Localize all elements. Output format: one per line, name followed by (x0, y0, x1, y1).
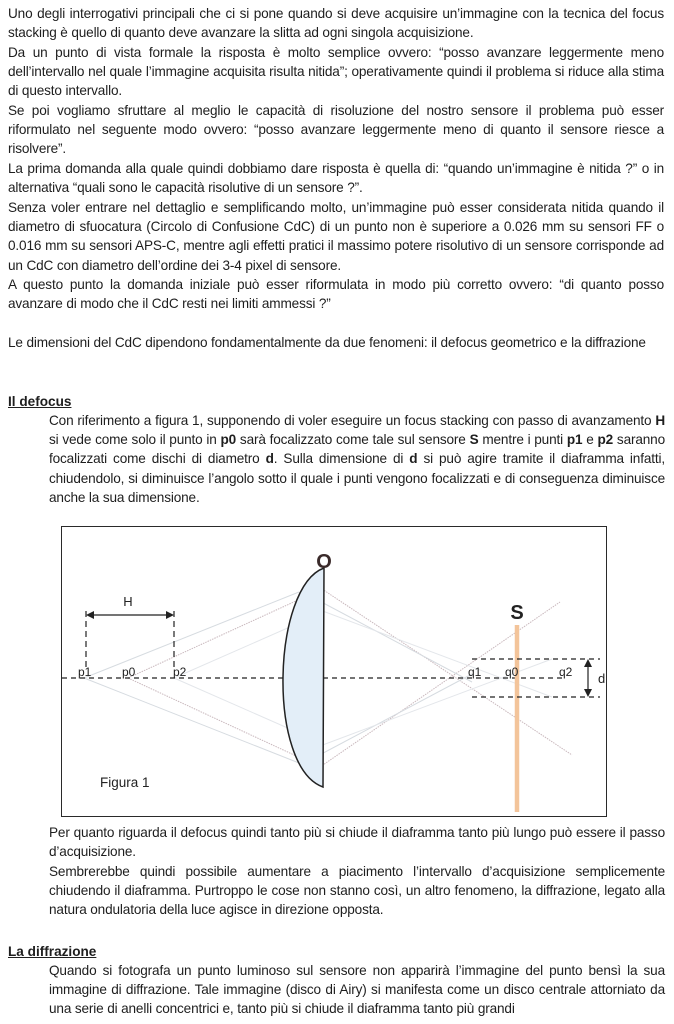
point-label-q2: q2 (559, 665, 573, 679)
step-h-measure (86, 611, 174, 667)
d-arrow-down-head (584, 689, 592, 697)
d-arrow-up-head (584, 659, 592, 667)
ray-q0-bottom (320, 602, 560, 767)
ray-p1-top (84, 592, 299, 678)
figure-caption: Figura 1 (100, 775, 150, 790)
intro-paragraph-1: Uno degli interrogativi principali che ci si pone quando si deve acquisire un’immagine con la tecnica del focus stacking è quello di quanto deve avanzare la slitta ad ogni singola acquisizione. (8, 6, 664, 41)
h-arrow-right-head (166, 611, 174, 619)
defocus-paragraph: Con riferimento a figura 1, supponendo di voler eseguire un focus stacking con passo di avanzamento H si vede come solo il punto in p0 sarà focalizzato come tale sul sensore S mentre i punti p1 e p2 saranno focalizzati come dischi di diametro d. Sulla dimensione di d si può agire tramite il diaframma infatti, chiudendolo, si diminuisce l’angolo sotto il quale i punti vengono focalizzati e di conseguenza diminuisce anche la sua dimensione. (49, 413, 666, 505)
diffrazione-paragraph: Quando si fotografa un punto luminoso sul sensore non apparirà l’immagine del punto bensì la sua immagine di diffrazione. Tale immagine (disco di Airy) si manifesta come un disco centrale attorniato da una serie di anelli concentrici e, tanto più si chiude il diaframma tanto più grandi (49, 963, 665, 1017)
point-label-p2: p2 (173, 665, 187, 679)
section-heading-diffrazione: La diffrazione (8, 944, 97, 959)
point-label-p0: p0 (122, 665, 136, 679)
point-label-q0: q0 (505, 665, 519, 679)
ray-p2-bottom (174, 678, 299, 733)
h-arrow-left-head (86, 611, 94, 619)
intro-paragraph-7: Le dimensioni del CdC dipendono fondamentalmente da due fenomeni: il defocus geometrico e la diffrazione (8, 335, 646, 350)
ray-q0-top (322, 589, 572, 755)
diameter-label: d (598, 671, 606, 686)
lens-shape (283, 568, 324, 787)
step-label: H (123, 594, 133, 609)
point-label-p1: p1 (78, 665, 92, 679)
ray-p2-top (174, 623, 299, 678)
ray-q1-top (312, 597, 472, 682)
intro-paragraph-6: A questo punto la domanda iniziale può esser riformulata in modo più corretto ovvero: “di quanto posso avanzare di modo che il CdC resti nei limiti ammessi ?” (8, 277, 664, 312)
defocus-conclusion-paragraph: Per quanto riguarda il defocus quindi tanto più si chiude il diaframma tanto più lungo può essere il passo d’acquisizione. (49, 825, 665, 860)
lens-label: O (316, 551, 332, 573)
ray-p1-bottom (84, 678, 299, 763)
intro-paragraph-3: Se poi vogliamo sfruttare al meglio le capacità di risoluzione del nostro sensore il problema può esser riformulato nel seguente modo ovvero: “posso avanzare leggermente meno di quanto il sensore riesce a risolvere”. (8, 103, 664, 157)
intro-paragraph-2: Da un punto di vista formale la risposta è molto semplice ovvero: “posso avanzare leggermente meno dell’intervallo nel quale l’immagine acquisita risulta nitida”; operativamente quindi il problema si riduce alla stima di questo intervallo. (8, 45, 664, 99)
intro-paragraph-4: La prima domanda alla quale quindi dobbiamo dare risposta è quella di: “quando un’immagine è nitida ?” o in alternativa “quali sono le capacità risolutive di un sensore ?”. (8, 161, 664, 196)
point-label-q1: q1 (468, 665, 482, 679)
ray-q1-bottom (312, 674, 472, 759)
defocus-transition-paragraph: Sembrerebbe quindi possibile aumentare a piacimento l’intervallo d’acquisizione semplicemente chiudendo il diaframma. Purtroppo le cose non stanno così, un altro fenomeno, la diffrazione, legato alla natura ondulatoria della luce agisce in direzione opposta. (49, 864, 665, 918)
figure-1-diagram (61, 526, 607, 817)
sensor-label: S (510, 602, 524, 624)
section-heading-defocus: Il defocus (8, 394, 72, 409)
intro-paragraph-5: Senza voler entrare nel dettaglio e semplificando molto, un’immagine può esser considerata nitida quando il diametro di sfuocatura (Circolo di Confusione CdC) di un punto non è superiore a 0.026 mm su sensori FF o 0.016 mm su sensori APS-C, mentre agli effetti pratici il massimo potere risolutivo di un sensore corrisponde ad un CdC con diametro dell’ordine dei 3-4 pixel di sensore. (8, 200, 664, 273)
